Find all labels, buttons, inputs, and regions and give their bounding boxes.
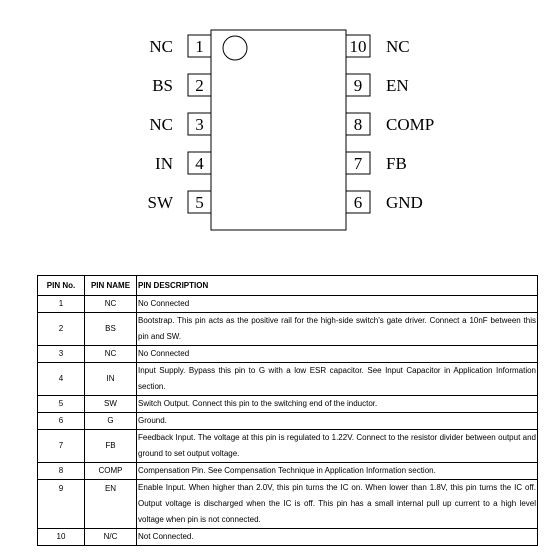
pin-name: COMP — [386, 115, 435, 134]
right-pin-9 — [346, 74, 409, 96]
pin-no-cell: 3 — [38, 346, 85, 363]
pin-name: NC — [386, 37, 410, 56]
pin-description-cell: Ground. — [137, 413, 538, 430]
table-row — [38, 313, 538, 346]
pin-description-cell: Input Supply. Bypass this pin to G with a low ESR capacitor. See Input Capacitor in Application Information section. — [137, 363, 538, 396]
pin-name-cell: IN — [85, 363, 137, 396]
pin-name: EN — [386, 76, 409, 95]
pin-description-table — [37, 275, 538, 546]
ic-package-body — [211, 30, 346, 230]
table-row — [38, 529, 538, 546]
pin-description-cell: Enable Input. When higher than 2.0V, this pin turns the IC on. When lower than 1.8V, this pin turns the IC off. Output voltage is discharged when the IC is off. This pin has a small internal pull up current to a high level voltage when pin is not connected. — [137, 480, 538, 529]
pin-no-cell: 8 — [38, 463, 85, 480]
header-pin-no: PIN No. — [38, 276, 85, 296]
right-pin-6 — [346, 191, 423, 213]
table-header-row — [38, 276, 538, 296]
table-row — [38, 296, 538, 313]
pin-name-cell: NC — [85, 346, 137, 363]
pin-name-cell: SW — [85, 396, 137, 413]
pin-no-cell: 1 — [38, 296, 85, 313]
header-pin-name: PIN NAME — [85, 276, 137, 296]
pin-description-cell: Compensation Pin. See Compensation Technique in Application Information section. — [137, 463, 538, 480]
left-pin-4 — [155, 152, 211, 174]
pin-description-cell: No Connected — [137, 296, 538, 313]
pin-no-cell: 5 — [38, 396, 85, 413]
pin-no-cell: 10 — [38, 529, 85, 546]
pin-number: 3 — [195, 115, 204, 134]
left-pin-5 — [148, 191, 212, 213]
pin-name: BS — [152, 76, 173, 95]
pin-name-cell: EN — [85, 480, 137, 529]
table-row — [38, 480, 538, 529]
pin-name-cell: BS — [85, 313, 137, 346]
pin-number: 7 — [353, 154, 363, 173]
pin-description-cell: Bootstrap. This pin acts as the positive rail for the high-side switch's gate driver. Connect a 10nF between this pin and SW. — [137, 313, 538, 346]
pin-name-cell: COMP — [85, 463, 137, 480]
pin-description-cell: Feedback Input. The voltage at this pin is regulated to 1.22V. Connect to the resistor divider between output and ground to set output voltage. — [137, 430, 538, 463]
right-pin-10 — [346, 35, 410, 57]
pin-description-cell: No Connected — [137, 346, 538, 363]
table-row — [38, 413, 538, 430]
pin-name: GND — [386, 193, 423, 212]
table-row — [38, 463, 538, 480]
pin-number: 2 — [195, 76, 204, 95]
pin-name: NC — [149, 37, 173, 56]
table-row — [38, 346, 538, 363]
pin-no-cell: 9 — [38, 480, 85, 529]
left-pin-2 — [152, 74, 211, 96]
pin-name: NC — [149, 115, 173, 134]
pin-no-cell: 4 — [38, 363, 85, 396]
right-pin-8 — [346, 113, 434, 135]
ic-pinout-diagram — [0, 0, 554, 270]
pin-description-cell: Switch Output. Connect this pin to the switching end of the inductor. — [137, 396, 538, 413]
table-row — [38, 430, 538, 463]
table-row — [38, 363, 538, 396]
pin1-marker-circle — [223, 36, 247, 60]
pin-no-cell: 6 — [38, 413, 85, 430]
pin-no-cell: 2 — [38, 313, 85, 346]
pin-number: 4 — [195, 154, 204, 173]
pin-name: SW — [147, 193, 173, 212]
right-pin-7 — [346, 152, 407, 174]
pin-number: 1 — [195, 37, 204, 56]
header-pin-description: PIN DESCRIPTION — [137, 276, 538, 296]
pin-description-cell: Not Connected. — [137, 529, 538, 546]
pin-no-cell: 7 — [38, 430, 85, 463]
left-pin-1 — [149, 35, 211, 57]
pin-name-cell: NC — [85, 296, 137, 313]
pin-name-cell: G — [85, 413, 137, 430]
pin-name: FB — [386, 154, 407, 173]
pin-number: 5 — [195, 193, 204, 212]
pin-number: 8 — [353, 115, 363, 134]
pin-name-cell: FB — [85, 430, 137, 463]
left-pin-3 — [149, 113, 211, 135]
pin-name: IN — [155, 154, 173, 173]
table-row — [38, 396, 538, 413]
pin-name-cell: N/C — [85, 529, 137, 546]
pin-number: 9 — [353, 76, 363, 95]
pin-number: 10 — [349, 37, 367, 56]
pin-number: 6 — [353, 193, 363, 212]
